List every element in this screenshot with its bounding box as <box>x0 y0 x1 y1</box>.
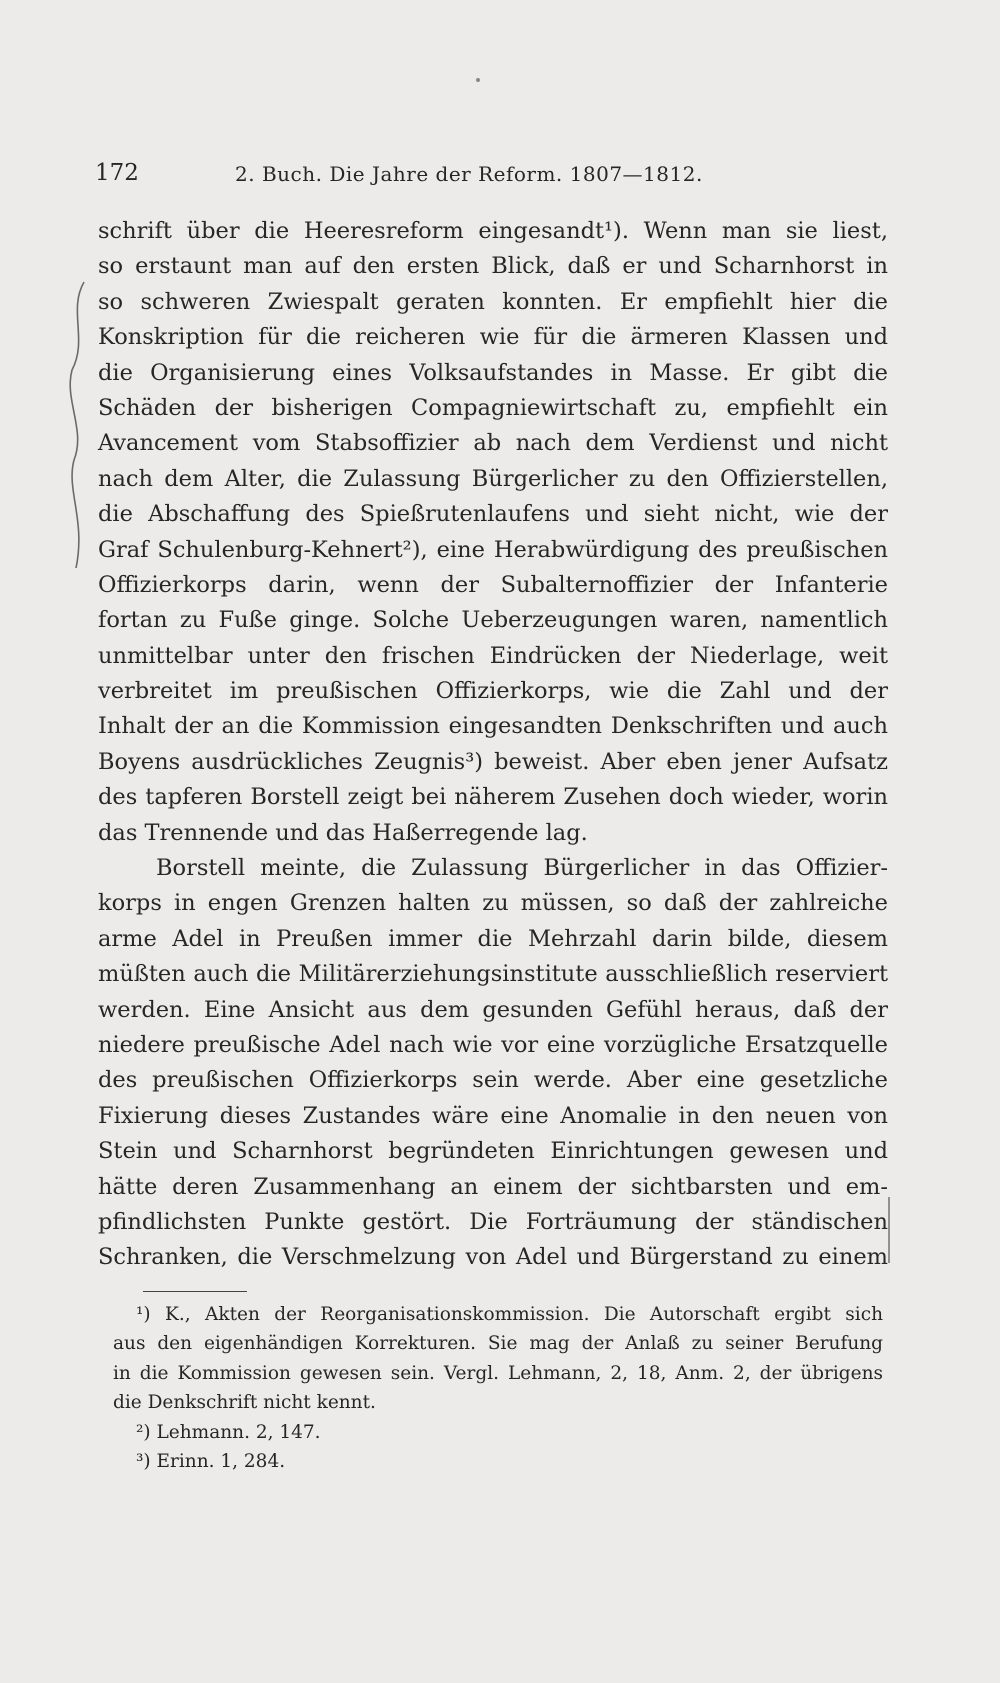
body-line: pfindlichsten Punkte gestört. Die Forträumung der ständischen <box>98 1208 888 1235</box>
body-line: nach dem Alter, die Zulassung Bürgerlicher zu den Offizierstellen, <box>98 465 888 492</box>
footnote-rule <box>143 1291 247 1292</box>
body-line: Offizierkorps darin, wenn der Subalternoffizier der Infanterie <box>98 571 888 598</box>
body-line: so erstaunt man auf den ersten Blick, daß er und Scharnhorst in <box>98 253 888 280</box>
body-text <box>98 214 888 1276</box>
footnote-line: ¹) K., Akten der Reorganisationskommission. Die Autorschaft ergibt sich <box>136 1304 883 1325</box>
footnote-line: in die Kommission gewesen sein. Vergl. Lehmann, 2, 18, Anm. 2, der übrigens <box>113 1362 883 1384</box>
page-number: 172 <box>95 160 139 186</box>
body-line: des preußischen Offizierkorps sein werde. Aber eine gesetzliche <box>98 1067 888 1094</box>
body-line: Avancement vom Stabsoffizier ab nach dem Verdienst und nicht <box>98 430 888 457</box>
footnote-line: die Denkschrift nicht kennt. <box>113 1392 376 1414</box>
body-line: Graf Schulenburg-Kehnert²), eine Herabwürdigung des preußischen <box>98 536 888 563</box>
footnote-line: ²) Lehmann. 2, 147. <box>136 1421 321 1443</box>
running-head: 2. Buch. Die Jahre der Reform. 1807—1812. <box>235 162 703 186</box>
body-line: werden. Eine Ansicht aus dem gesunden Gefühl heraus, daß der <box>98 996 888 1023</box>
body-line: so schweren Zwiespalt geraten konnten. Er empfiehlt hier die <box>98 288 888 315</box>
body-line: arme Adel in Preußen immer die Mehrzahl darin bilde, diesem <box>98 925 888 952</box>
body-line: hätte deren Zusammenhang an einem der sichtbarsten und em- <box>98 1173 888 1200</box>
body-line: die Abschaffung des Spießrutenlaufens und sieht nicht, wie der <box>98 501 888 528</box>
body-line: korps in engen Grenzen halten zu müssen, so daß der zahlreiche <box>98 890 888 917</box>
body-line: müßten auch die Militärerziehungsinstitute ausschließlich reserviert <box>98 961 888 988</box>
page-header <box>95 160 895 194</box>
pencil-bracket-icon <box>62 280 92 570</box>
footnote-line: aus den eigenhändigen Korrekturen. Sie mag der Anlaß zu seiner Berufung <box>113 1333 883 1355</box>
body-line: Borstell meinte, die Zulassung Bürgerlicher in das Offizier- <box>156 855 888 882</box>
footnotes <box>113 1300 883 1476</box>
paper-speck <box>476 78 480 82</box>
body-line: unmittelbar unter den frischen Eindrücken der Niederlage, weit <box>98 642 888 669</box>
body-line: Inhalt der an die Kommission eingesandten Denkschriften und auch <box>98 713 888 740</box>
body-line: niedere preußische Adel nach wie vor eine vorzügliche Ersatzquelle <box>98 1031 888 1058</box>
footnote-line: ³) Erinn. 1, 284. <box>136 1450 286 1472</box>
body-line: Konskription für die reicheren wie für die ärmeren Klassen und <box>98 324 888 351</box>
body-line: das Trennende und das Haßerregende lag. <box>98 819 588 846</box>
body-line: schrift über die Heeresreform eingesandt¹). Wenn man sie liest, <box>98 218 888 244</box>
pencil-line-icon <box>886 1195 892 1265</box>
body-line: Boyens ausdrückliches Zeugnis³) beweist. Aber eben jener Aufsatz <box>98 748 888 775</box>
body-line: Fixierung dieses Zustandes wäre eine Anomalie in den neuen von <box>98 1102 888 1129</box>
body-line: die Organisierung eines Volksaufstandes in Masse. Er gibt die <box>98 359 888 386</box>
body-line: fortan zu Fuße ginge. Solche Ueberzeugungen waren, namentlich <box>98 607 888 634</box>
body-line: Schranken, die Verschmelzung von Adel und Bürgerstand zu einem <box>98 1244 888 1271</box>
body-line: des tapferen Borstell zeigt bei näherem Zusehen doch wieder, worin <box>98 784 888 811</box>
body-line: verbreitet im preußischen Offizierkorps, wie die Zahl und der <box>98 678 888 705</box>
body-line: Schäden der bisherigen Compagniewirtschaft zu, empfiehlt ein <box>98 394 888 421</box>
body-line: Stein und Scharnhorst begründeten Einrichtungen gewesen und <box>98 1138 888 1165</box>
